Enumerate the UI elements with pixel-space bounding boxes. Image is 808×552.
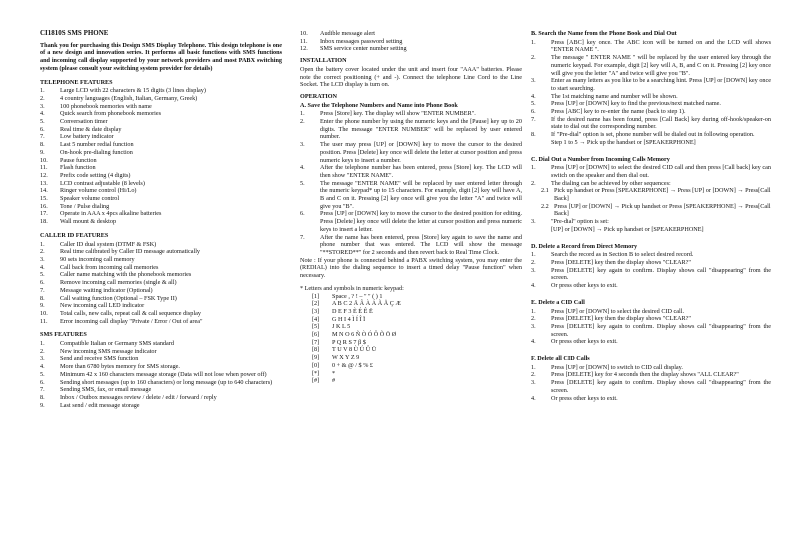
item-number: 18.	[40, 218, 48, 226]
item-text: Press [DELETE] key for 4 seconds then the display shows "ALL CLEAR?"	[551, 371, 739, 379]
item-number: 4.	[531, 394, 536, 402]
list-item	[300, 45, 522, 53]
item-text: Error incoming call display "Private / Error / Out of area"	[60, 317, 203, 325]
item-number: 1.	[531, 307, 536, 315]
section-heading: TELEPHONE FEATURES	[40, 78, 113, 86]
item-text: Press [UP] or [DOWN] key to move the cursor to the desired position for editing. Press [Delete] key once will delete the letter at cursor position and press numeric keys to insert a letter.	[320, 210, 522, 233]
item-text: Conversation timer	[60, 118, 108, 126]
keypad-symbols: A B C 2 Ä Â À Á Ã Å Ç Æ	[332, 300, 401, 308]
item-text: Low battery indicator	[60, 133, 114, 141]
item-number: 11.	[40, 164, 48, 172]
item-number: 3.	[40, 255, 45, 263]
item-text: Enter the phone number by using the numeric keys and the [Pause] key up to 20 digits. The message "ENTER NUMBER" will be replaced by user entered number.	[320, 118, 522, 141]
item-text: Pick up handset or Press [SPEAKERPHONE] → Press [UP] or [DOWN] → Press[Call Back]	[554, 187, 771, 203]
item-number: 1.	[40, 240, 45, 248]
list-item	[531, 54, 771, 77]
item-text: SMS service center number setting	[320, 45, 407, 53]
section-heading: SMS FEATURES	[40, 331, 87, 339]
item-number: 6.	[531, 108, 536, 116]
item-text: Press [ABC] key once. The ABC icon will be turned on and the LCD will shows "ENTER NAME ".	[551, 38, 771, 54]
list-item	[40, 95, 282, 103]
item-number: 4.	[531, 282, 536, 290]
item-number: 3.	[531, 266, 536, 274]
list-item	[531, 323, 771, 338]
keypad-symbols: T U V 8 Ù Ú Û Ü	[332, 346, 377, 354]
item-text: Compatible Italian or Germany SMS standard	[60, 340, 174, 348]
item-text: Or press other keys to exit.	[551, 338, 618, 346]
section-f-list	[531, 364, 771, 403]
operation-heading: OPERATION	[300, 92, 338, 100]
item-number: 4.	[300, 164, 305, 172]
item-text: Or press other keys to exit.	[551, 394, 618, 402]
item-text: Press [UP] or [DOWN] key to find the previous/next matched name.	[551, 100, 721, 108]
item-number: 2.	[531, 371, 536, 379]
item-number: 8.	[531, 131, 536, 139]
keypad-row	[300, 354, 522, 362]
list-item	[531, 338, 771, 346]
item-text: Press [UP] or [DOWN] to switch to CID call display.	[551, 363, 683, 371]
item-text: Press [DELETE] key then the display shows "CLEAR?"	[551, 315, 691, 323]
list-item	[40, 379, 282, 387]
item-number: 1.	[531, 38, 536, 46]
column-right	[531, 30, 771, 402]
keypad-key: [8]	[312, 346, 320, 354]
item-number: 11.	[40, 317, 48, 325]
item-text: The message "ENTER NAME" will be replaced by user entered letter through the numeric keypad* up to 15 characters. For example, digit [2] key will have A, B and C on it. Pressing [2] key once will give you the letter "A" and twice will give you "B".	[320, 179, 522, 210]
item-text: After the telephone number has been entered, press [Store] key. The LCD will then show "ENTER NAME".	[320, 164, 522, 179]
list-item	[531, 100, 771, 108]
item-text: Real time calibrated by Caller ID message automatically	[60, 248, 201, 256]
keypad-row	[300, 370, 522, 378]
keypad-key: [1]	[312, 292, 320, 300]
item-text: On-hook pre-dialing function	[60, 148, 133, 156]
document-title: CI1810S SMS PHONE	[40, 29, 109, 37]
list-item	[531, 371, 771, 379]
item-text: Search the record as in Section B to select desired record.	[551, 251, 694, 259]
list-item	[40, 302, 282, 310]
item-number: 8.	[40, 294, 45, 302]
keypad-row	[300, 346, 522, 354]
keypad-symbols: D E F 3 È É Ê Ë	[332, 307, 373, 315]
sms-features-continued	[300, 30, 522, 53]
list-item	[40, 141, 282, 149]
section-a-heading: A. Save the Telephone Numbers and Name into Phone Book	[300, 101, 458, 109]
keypad-key: [4]	[312, 315, 320, 323]
section-heading: CALLER ID FEATURES	[40, 231, 109, 239]
list-item	[300, 141, 522, 164]
item-number: 3.	[40, 355, 45, 363]
item-number: 3.	[531, 379, 536, 387]
keypad-key: [6]	[312, 331, 320, 339]
column-left	[40, 30, 282, 409]
keypad-row	[300, 362, 522, 370]
keypad-symbols: J K L 5	[332, 323, 351, 331]
item-number: 5.	[40, 118, 45, 126]
list-item	[40, 195, 282, 203]
item-number: 7.	[40, 133, 45, 141]
item-number: 7.	[531, 115, 536, 123]
item-number: 2.	[531, 315, 536, 323]
item-number: 2.	[40, 347, 45, 355]
item-number: 9.	[40, 401, 45, 409]
item-number: 2.	[300, 118, 305, 126]
list-item	[531, 131, 771, 139]
item-text: 4 country languages (English, Italian, Germany, Greek)	[60, 94, 198, 102]
section-a-list	[300, 110, 522, 256]
keypad-key: [9]	[312, 354, 320, 362]
item-text: Press [DELETE] key again to confirm. Display shows call "disappearing" from the screen.	[551, 379, 771, 394]
item-number: 7.	[40, 286, 45, 294]
item-text: LCD contrast adjustable (8 levels)	[60, 179, 145, 187]
keypad-row	[300, 331, 522, 339]
item-text: Flash function	[60, 164, 96, 172]
keypad-key: [2]	[312, 300, 320, 308]
item-text: Inbox / Outbox messages review / delete / edit / forward / reply	[60, 393, 217, 401]
item-number: 10.	[40, 309, 48, 317]
item-number: 7.	[300, 233, 305, 241]
item-text: Large LCD with 22 characters & 15 digits (3 lines display)	[60, 87, 206, 95]
item-number: 6.	[300, 210, 305, 218]
item-text: 100 phonebook memories with name	[60, 102, 152, 110]
list-item	[531, 93, 771, 101]
installation-text: Open the battery cover located under the unit and insert four "AAA" batteries. Please note the correct positioning (+ and -). Connect the telephone Line Cord to the Line Socket. The LCD display is turn on.	[300, 65, 522, 89]
list-item	[40, 180, 282, 188]
section-d-list	[531, 251, 771, 290]
feature-list	[40, 340, 282, 409]
item-number: 5.	[40, 370, 45, 378]
item-text: Real time & date display	[60, 125, 122, 133]
keypad-row	[300, 377, 522, 385]
list-item	[300, 30, 522, 38]
item-text: Last 5 number redial function	[60, 141, 134, 149]
item-text: Sending SMS, fax, or email message	[60, 386, 152, 394]
list-item	[531, 315, 771, 323]
keypad-symbols: #	[332, 377, 336, 385]
keypad-key: [*]	[312, 369, 320, 377]
item-text: Press [DELETE] key then the display shows "CLEAR?"	[551, 258, 691, 266]
item-number: 9.	[40, 302, 45, 310]
list-item	[531, 364, 771, 372]
item-number: 6.	[40, 378, 45, 386]
keypad-key: [0]	[312, 361, 320, 369]
item-text: Call waiting function (Optional – FSK Type II)	[60, 294, 177, 302]
list-item	[40, 157, 282, 165]
list-item	[40, 256, 282, 264]
item-text: Message waiting indicator (Optional)	[60, 286, 153, 294]
list-item	[40, 386, 282, 394]
item-number: 3.	[531, 77, 536, 85]
item-text: Send and receive SMS function	[60, 355, 139, 363]
list-item	[531, 267, 771, 282]
list-item	[531, 116, 771, 131]
item-text: Minimum 42 x 160 characters message storage (Data will not lose when power off)	[60, 370, 267, 378]
list-item	[40, 340, 282, 348]
list-item	[40, 218, 282, 226]
item-number: 1.	[40, 340, 45, 348]
item-text: Last send / edit message storage	[60, 401, 140, 409]
keypad-row	[300, 300, 522, 308]
item-number: 1.	[531, 363, 536, 371]
item-text: Press [DELETE] key again to confirm. Display shows call "disappearing" from the screen.	[551, 322, 771, 338]
list-item	[531, 395, 771, 403]
column-middle	[300, 30, 522, 385]
pabx-note: Note : If your phone is connected behind a PABX switching system, you may enter the (REDIAL) into the dialing sequence to insert a timed delay "Pause function" when necessary.	[300, 256, 522, 280]
feature-list	[40, 241, 282, 326]
item-number: 6.	[40, 125, 45, 133]
item-text: If the desired name has been found, press [Call Back] key during off-hook/speaker-on state to dial out the corresponding number.	[551, 115, 771, 131]
item-number: 15.	[40, 195, 48, 203]
list-item	[300, 164, 522, 179]
keypad-symbols: *	[332, 369, 336, 377]
item-text: Speaker volume control	[60, 195, 120, 203]
item-number: 11.	[300, 37, 308, 45]
section-f-heading: F. Delete all CID Calls	[531, 355, 590, 363]
intro-paragraph: Thank you for purchasing this Design SMS Display Telephone. This design telephone is one of a new design and innovation series. It performs all basic functions with SMS functions and incoming call display supported by your network providers and most PABX switching system (please consult your switching system provider for details)	[40, 41, 282, 72]
list-item	[40, 402, 282, 410]
item-text: Ringer volume control (Hi/Lo)	[60, 187, 137, 195]
list-item: 1. Press [UP] or [DOWN] to select the desired CID call and then press [Call back] key can switch on the speaker and then dial out.	[531, 164, 771, 179]
keypad-key: [5]	[312, 323, 320, 331]
item-number: 5.	[40, 271, 45, 279]
list-item	[40, 87, 282, 95]
list-item	[40, 318, 282, 326]
item-number: 4.	[40, 110, 45, 118]
item-number: 5.	[531, 100, 536, 108]
list-item	[40, 103, 282, 111]
item-text: Total calls, new calls, repeat call & call sequence display	[60, 309, 201, 317]
list-item	[40, 287, 282, 295]
item-number: 9.	[40, 148, 45, 156]
item-text: Wall mount & desktop	[60, 218, 117, 226]
list-item	[40, 118, 282, 126]
item-text: New incoming call LED indicator	[60, 302, 145, 310]
list-item	[300, 118, 522, 141]
feature-sections	[40, 79, 282, 410]
item-text: New incoming SMS message indicator	[60, 347, 157, 355]
item-text: Tone / Pulse dialing	[60, 202, 110, 210]
item-text: Inbox messages password setting	[320, 37, 403, 45]
item-text: Audible message alert	[320, 30, 375, 37]
item-text: Press [UP] or [DOWN] to select the desired CID call.	[551, 307, 684, 315]
item-number: 2.	[40, 248, 45, 256]
item-number: 10.	[40, 156, 48, 164]
list-item: 3. "Pre-dial" option is set:	[531, 218, 609, 226]
item-number: 1.	[40, 87, 45, 95]
list-item	[40, 271, 282, 279]
keypad-symbols: 0 + & @ / $ % £	[332, 361, 373, 369]
item-number: 3.	[300, 141, 305, 149]
list-item	[531, 282, 771, 290]
item-number: 2.	[40, 94, 45, 102]
keypad-symbols: G H I 4 Ì Í Î Ï	[332, 315, 366, 323]
list-item	[40, 355, 282, 363]
item-text: Press [ABC] key to re-enter the name (back to step 1).	[551, 108, 686, 116]
item-text: The user may press [UP] or [DOWN] key to move the cursor to the desired position. Press [Delete] key once will delete the letter at cursor position and press numeric keys to insert a number.	[320, 141, 522, 164]
keypad-heading: * Letters and symbols in numeric keypad:	[300, 284, 404, 292]
section-e-list	[531, 308, 771, 347]
keypad-symbols: Space , ? ! – " " ( ) 1	[332, 292, 383, 300]
keypad-symbols: W X Y Z 9	[332, 354, 360, 362]
keypad-key: [3]	[312, 307, 320, 315]
list-item	[300, 110, 522, 118]
item-number: 8.	[40, 141, 45, 149]
list-item	[40, 264, 282, 272]
item-number: 7.	[40, 386, 45, 394]
list-item	[40, 241, 282, 249]
sub-list-item	[531, 187, 771, 202]
item-number: 6.	[40, 279, 45, 287]
item-number: 8.	[40, 393, 45, 401]
keypad-row	[300, 308, 522, 316]
item-text: Prefix code setting (4 digits)	[60, 171, 131, 179]
list-item: 2. The dialing can be achieved by other sequences:	[531, 179, 671, 187]
item-text: Or press other keys to exit.	[551, 282, 618, 290]
section-c-predial: [UP] or [DOWN] → Pick up handset or [SPEAKERPHONE]	[551, 225, 704, 233]
item-text: Operate in AAA x 4pcs alkaline batteries	[60, 210, 162, 218]
keypad-symbols: P Q R S 7 β $	[332, 338, 366, 346]
list-item	[40, 187, 282, 195]
list-item	[40, 133, 282, 141]
item-number: 12.	[300, 45, 308, 53]
keypad-key: [#]	[312, 377, 320, 385]
item-number: 2.2	[541, 202, 549, 210]
list-item	[531, 108, 771, 116]
item-number: 17.	[40, 210, 48, 218]
item-text: Sending short messages (up to 160 characters) or long message (up to 640 characters)	[60, 378, 273, 386]
list-item	[300, 38, 522, 46]
list-item	[40, 363, 282, 371]
item-number: 2.	[531, 54, 536, 62]
item-number: 10.	[300, 30, 308, 37]
item-text: More than 6780 bytes memory for SMS storage.	[60, 363, 180, 371]
section-b-list	[531, 39, 771, 139]
list-item	[40, 110, 282, 118]
item-text: Caller ID dual system (DTMF & FSK)	[60, 240, 157, 248]
item-number: 2.	[531, 258, 536, 266]
item-text: 90 sets incoming call memory	[60, 255, 135, 263]
list-item	[531, 251, 771, 259]
item-text: After the name has been entered, press [Store] key again to save the name and phone number that was entered. The LCD will show the message "**STORED**" for 2 seconds and then revert back to Real Time Clock.	[320, 233, 522, 256]
item-number: 4.	[40, 363, 45, 371]
section-c-heading: C. Dial Out a Number from Incoming Calls Memory	[531, 155, 670, 163]
list-item	[531, 39, 771, 54]
list-item	[531, 308, 771, 316]
item-number: 16.	[40, 202, 48, 210]
keypad-key: [7]	[312, 338, 320, 346]
item-text: Quick search from phonebook memories	[60, 110, 162, 118]
item-text: Press [UP] or [DOWN] → Pick up handset or Press [SPEAKERPHONE] → Press[Call Back]	[554, 202, 771, 218]
section-d-heading: D. Delete a Record from Direct Memory	[531, 242, 638, 250]
list-item	[40, 295, 282, 303]
list-item	[40, 149, 282, 157]
item-text: If "Pre-dial" option is set, phone number will be dialed out in following operation.	[551, 131, 755, 139]
item-number: 4.	[531, 338, 536, 346]
item-number: 4.	[531, 92, 536, 100]
list-item	[40, 210, 282, 218]
item-text: Press [Store] key. The display will show "ENTER NUMBER".	[320, 110, 476, 118]
item-number: 3.	[531, 322, 536, 330]
keypad-row	[300, 316, 522, 324]
item-number: 12.	[40, 171, 48, 179]
item-text: Caller name matching with the phonebook memories	[60, 271, 192, 279]
section-c-sublist	[531, 187, 771, 218]
list-item	[40, 203, 282, 211]
keypad-symbols: M N O 6 Ñ Ò Ó Ô Õ Ö Ø	[332, 331, 397, 339]
list-item	[300, 234, 522, 257]
list-item	[531, 77, 771, 92]
item-number: 2.1	[541, 187, 549, 195]
section-b-heading: B. Search the Name from the Phone Book and Dial Out	[531, 30, 677, 37]
item-number: 13.	[40, 179, 48, 187]
item-number: 3.	[40, 102, 45, 110]
list-item	[40, 126, 282, 134]
keypad-table	[300, 293, 522, 385]
list-item	[40, 371, 282, 379]
item-text: Enter as many letters as you like to be a searching hint. Press [UP] or [DOWN] key once to start searching.	[551, 77, 771, 92]
item-text: The message " ENTER NAME " will be replaced by the user entered key through the numeric keypad. For example, digit [2] key will A, B, and C on it. Pressing [2] key once will give you the letter "A" and twice will give you "B".	[551, 54, 771, 77]
section-b-step: Step 1 to 5 → Pick up the handset or [SPEAKERPHONE]	[551, 138, 696, 146]
list-item	[40, 348, 282, 356]
section-e-heading: E. Delete a CID Call	[531, 298, 585, 306]
list-item	[531, 379, 771, 394]
list-item	[300, 210, 522, 233]
keypad-row	[300, 323, 522, 331]
sub-list-item	[531, 203, 771, 218]
item-text: Call back from incoming call memories	[60, 263, 159, 271]
list-item	[40, 172, 282, 180]
list-item	[40, 279, 282, 287]
list-item	[40, 248, 282, 256]
installation-heading: INSTALLATION	[300, 57, 347, 65]
list-item	[40, 164, 282, 172]
item-number: 14.	[40, 187, 48, 195]
item-text: The 1st matching name and number will be shown.	[551, 92, 678, 100]
item-text: Remove incoming call memories (single & all)	[60, 279, 177, 287]
item-number: 1.	[300, 110, 305, 118]
list-item	[300, 180, 522, 211]
item-text: Pause function	[60, 156, 97, 164]
item-number: 5.	[300, 179, 305, 187]
item-number: 4.	[40, 263, 45, 271]
list-item	[40, 394, 282, 402]
item-text: Press [DELETE] key again to confirm. Display shows call "disappearing" from the screen.	[551, 266, 771, 282]
item-number: 1.	[531, 251, 536, 259]
feature-list	[40, 87, 282, 226]
list-item	[40, 310, 282, 318]
list-item	[531, 259, 771, 267]
